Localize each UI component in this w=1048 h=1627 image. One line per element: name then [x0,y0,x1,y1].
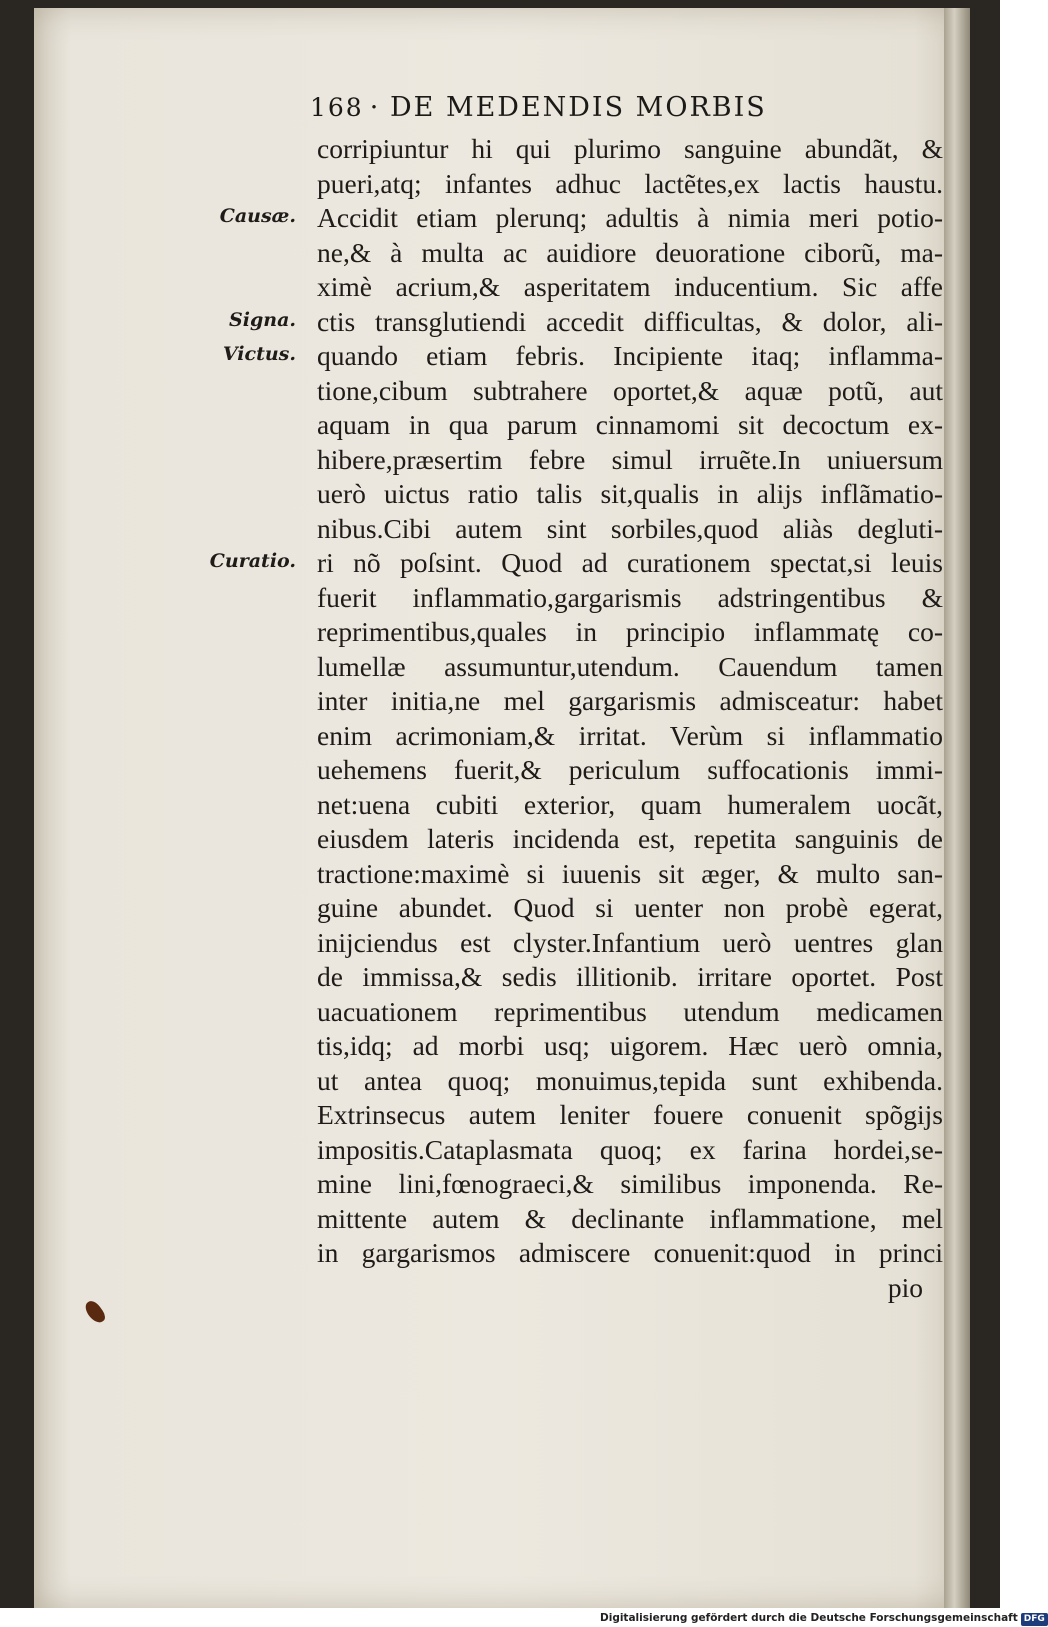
text-line: mine lini,fœnograeci,& similibus imponenda. Re- [317,1168,943,1199]
margin-note-signa: Signa. [229,309,296,331]
margin-note-curatio: Curatio. [209,550,296,572]
text-line: in gargarismos admiscere conuenit:quod in princi [317,1237,943,1268]
text-line: tis,idq; ad morbi usq; uigorem. Hæc uerò omnia, [317,1030,943,1061]
text-line: guine abundet. Quod si uenter non probè egerat, [317,892,943,923]
text-line: eiusdem lateris incidenda est, repetita sanguinis de [317,823,943,854]
text-line: pio [887,1271,923,1303]
running-title: DE MEDENDIS MORBIS [390,92,767,123]
body-text [317,132,943,1305]
digitization-footer [600,1609,1045,1627]
page-number: 168 [310,93,364,122]
text-line: ri nõ poſsint. Quod ad curationem spectat,si leuis [317,547,943,578]
text-line: inter initia,ne mel gargarismis admisceatur: habet [317,685,943,716]
text-line: fuerit inflammatio,gargarismis adstringentibus & [317,581,943,613]
text-line: ximè acrium,& asperitatem inducentium. Sic affe [317,271,943,302]
text-line: hibere,præsertim febre simul irruẽte.In uniuersum [317,443,943,475]
text-line: ut antea quoq; monuimus,tepida sunt exhibenda. [317,1064,943,1096]
text-line: nibus.Cibi autem sint sorbiles,quod aliàs degluti- [317,512,943,544]
dfg-logo: DFG [1021,1613,1048,1626]
text-line: inijciendus est clyster.Infantium uerò uentres glan [317,926,943,958]
text-line: lumellæ assumuntur,utendum. Cauendum tamen [317,650,943,682]
text-line: ctis transglutiendi accedit difficultas, & dolor, ali- [317,305,943,337]
margin-note-causae: Causæ. [219,205,296,227]
text-line: ne,& à multa ac auidiore deuoratione ciborũ, ma- [317,236,943,268]
text-line: de immissa,& sedis illitionib. irritare oportet. Post [317,961,943,992]
text-line: impositis.Cataplasmata quoq; ex farina hordei,se- [317,1133,943,1165]
text-line: uerò uictus ratio talis sit,qualis in alijs inflãmatio- [317,478,943,509]
margin-note-victus: Victus. [222,343,296,365]
text-line: Accidit etiam plerunq; adultis à nimia meri potio- [317,202,943,233]
text-line: corripiuntur hi qui plurimo sanguine abundãt, & [317,133,943,164]
page-edge [944,8,970,1608]
running-header [310,92,860,132]
text-line: reprimentibus,quales in principio inflammatę co- [317,616,943,647]
text-line: enim acrimoniam,& irritat. Verùm si inflammatio [317,719,943,751]
text-line: quando etiam febris. Incipiente itaq; inflamma- [317,340,943,371]
text-line: mittente autem & declinante inflammatione, mel [317,1202,943,1234]
text-line: tione,cibum subtrahere oportet,& aquæ potũ, aut [317,374,943,406]
header-separator: · [369,92,381,123]
text-line: uehemens fuerit,& periculum suffocationis immi- [317,754,943,785]
text-line: net:uena cubiti exterior, quam humeralem uocãt, [317,788,943,820]
text-line: uacuationem reprimentibus utendum medicamen [317,995,943,1027]
footer-text: Digitalisierung gefördert durch die Deutsche Forschungsgemeinschaft [600,1612,1018,1624]
text-line: tractione:maximè si iuuenis sit æger, & multo san- [317,857,943,889]
text-line: pueri,atq; infantes adhuc lactẽtes,ex lactis haustu. [317,167,943,199]
text-line: aquam in qua parum cinnamomi sit decoctum ex- [317,409,943,440]
text-line: Extrinsecus autem leniter fouere conuenit spõgijs [317,1099,943,1130]
